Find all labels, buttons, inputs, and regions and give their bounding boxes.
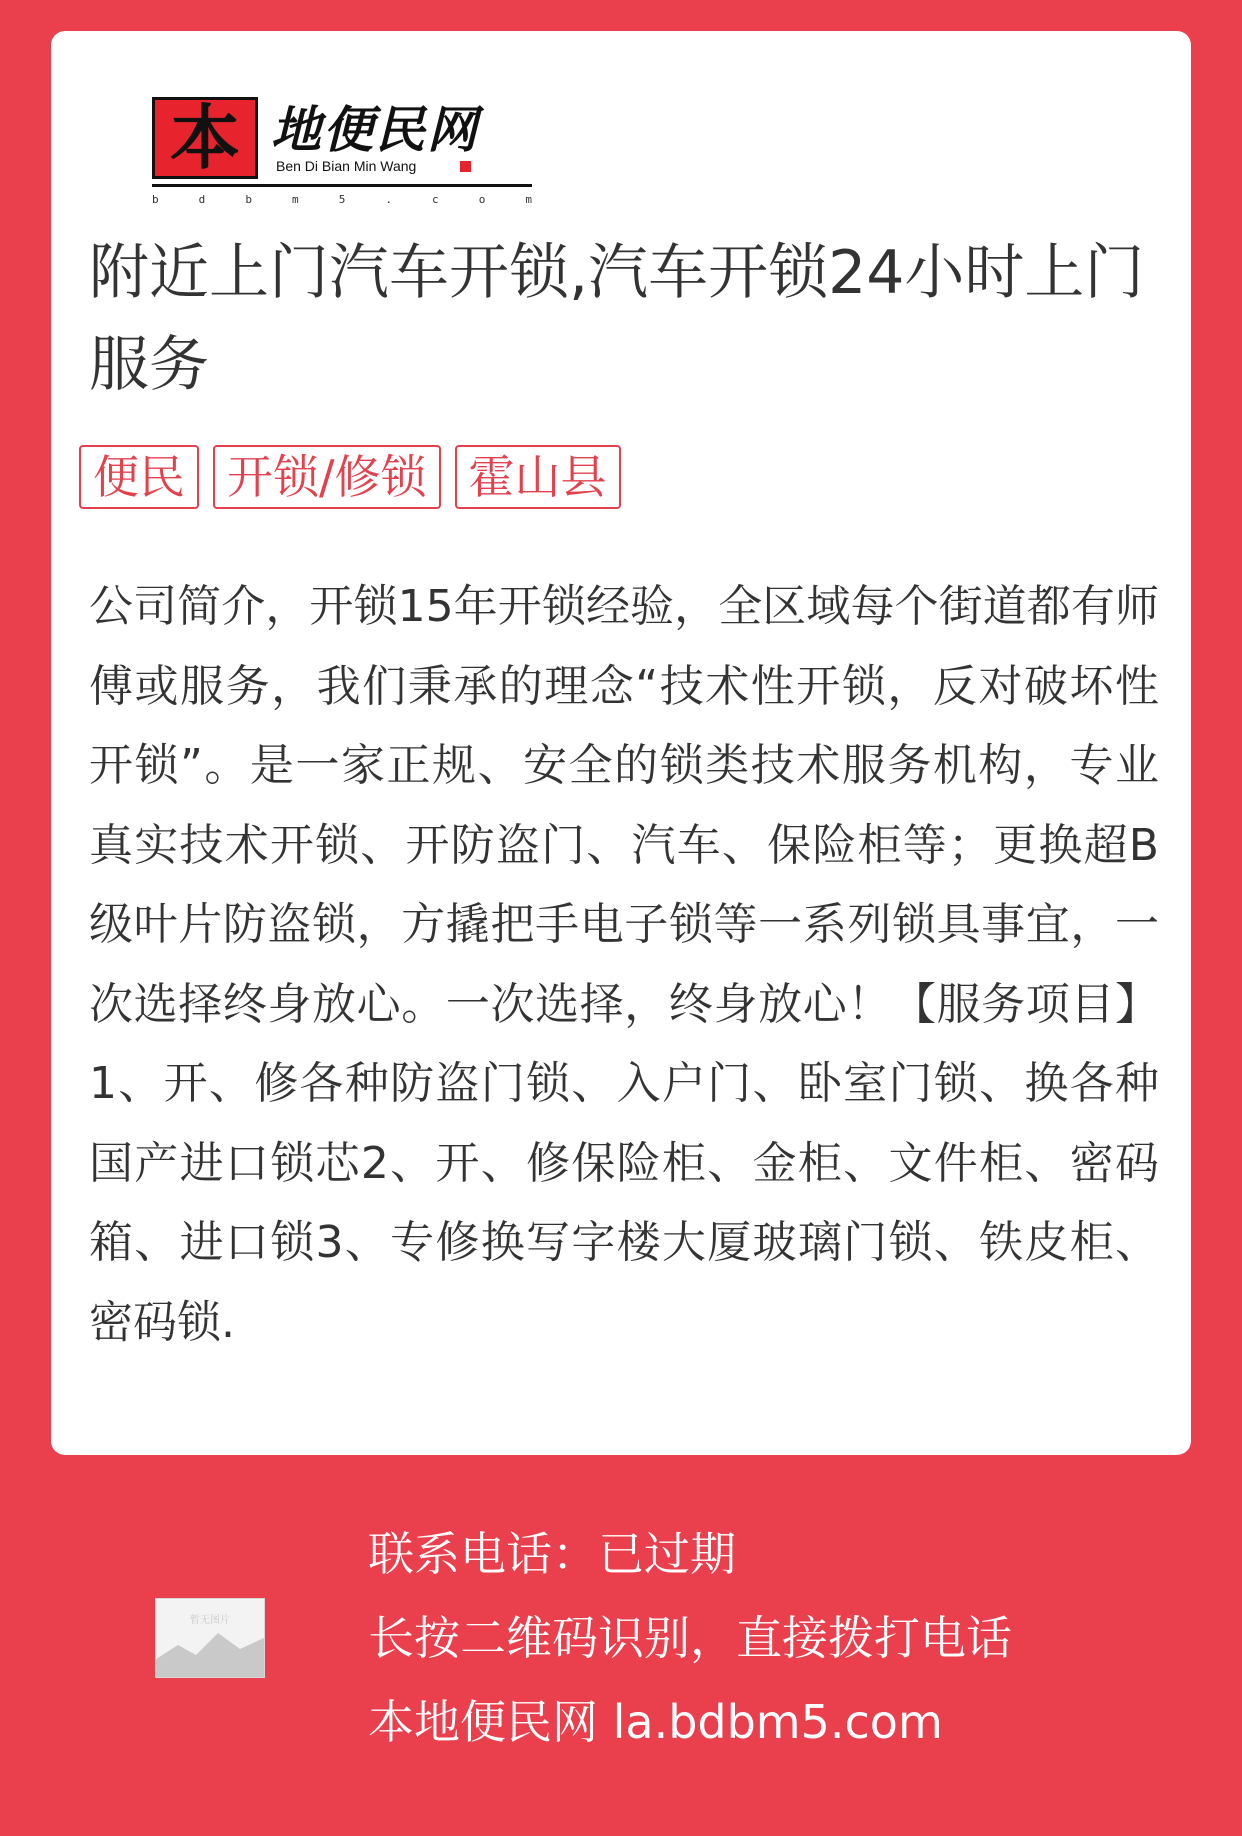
contact-instruction: 长按二维码识别，直接拨打电话 xyxy=(368,1611,1012,1665)
logo-domain-letter: o xyxy=(478,193,486,206)
logo-name: 地便民网 xyxy=(271,100,479,159)
logo-mark: 本 xyxy=(152,97,258,179)
contact-phone: 联系电话：已过期 xyxy=(368,1527,736,1581)
tag-locksmith[interactable]: 开锁/修锁 xyxy=(213,445,441,509)
logo-domain-letter: m xyxy=(525,193,532,206)
tag-convenience[interactable]: 便民 xyxy=(79,445,199,509)
logo-domain-letter: d xyxy=(198,193,206,206)
qr-placeholder-text: 暂无图片 xyxy=(190,1615,230,1626)
contact-info xyxy=(368,1512,1012,1764)
page-title: 附近上门汽车开锁,汽车开锁24小时上门服务 xyxy=(89,238,1145,400)
image-placeholder-icon xyxy=(156,1598,265,1677)
logo-pinyin: Ben Di Bian Min Wang xyxy=(276,158,417,174)
qr-code-placeholder[interactable] xyxy=(155,1598,265,1678)
site-logo[interactable] xyxy=(98,63,532,213)
logo-domain-letter: . xyxy=(385,193,392,206)
logo-domain-letter: m xyxy=(292,193,299,206)
tag-location[interactable]: 霍山县 xyxy=(455,445,621,509)
content-card xyxy=(51,31,1191,1455)
logo-domain-letter: b xyxy=(152,193,159,206)
logo-underline xyxy=(152,184,532,187)
tag-list xyxy=(79,445,621,509)
logo-domain xyxy=(152,193,532,206)
logo-accent-square xyxy=(460,161,471,172)
logo-domain-letter: c xyxy=(432,193,439,206)
service-description: 公司简介，开锁15年开锁经验，全区域每个街道都有师傅或服务，我们秉承的理念“技术性开锁，反对破坏性开锁”。是一家正规、安全的锁类技术服务机构，专业真实技术开锁、开防盗门、汽车、保险柜等；更换超B级叶片防盗锁，方撬把手电子锁等一系列锁具事宜，一次选择终身放心。一次选择，终身放心！【服务项目】1、开、修各种防盗门锁、入户门、卧室门锁、换各种国产进口锁芯2、开、修保险柜、金柜、文件柜、密码箱、进口锁3、专修换写字楼大厦玻璃门锁、铁皮柜、密码锁. xyxy=(89,581,1159,1348)
contact-site[interactable]: 本地便民网 la.bdbm5.com xyxy=(368,1695,943,1749)
logo-domain-letter: b xyxy=(245,193,252,206)
logo-domain-letter: 5 xyxy=(338,193,346,206)
